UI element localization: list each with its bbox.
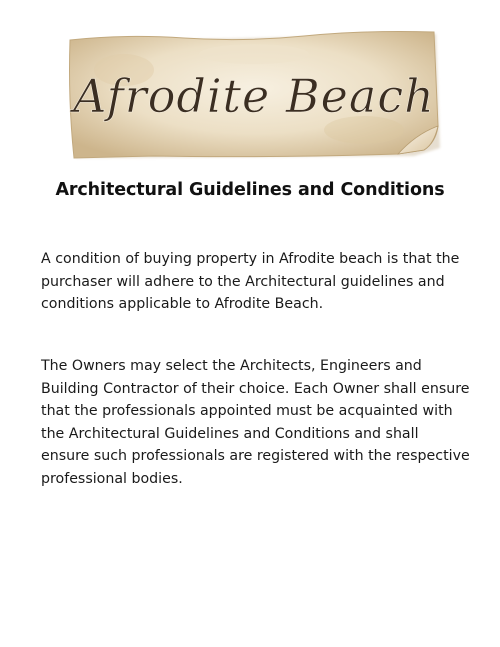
paragraph-owner-professionals: The Owners may select the Architects, Engineers and Building Contractor of their choice. Each Owner shall ensure that the professionals appointed must be acquainted with the Architectural Guidelines and Conditions and shall ensure such professionals are registered with the respective professional bodies.	[41, 358, 470, 487]
parchment-banner-graphic	[64, 30, 444, 162]
paragraph-purchase-condition: A condition of buying property in Afrodite beach is that the purchaser will adhere to the Architectural guidelines and conditions applicable to Afrodite Beach.	[41, 251, 460, 312]
afrodite-beach-logo	[64, 30, 444, 162]
logo-wordmark: Afrodite Beach	[73, 69, 435, 123]
page-title: Architectural Guidelines and Conditions	[55, 180, 445, 200]
